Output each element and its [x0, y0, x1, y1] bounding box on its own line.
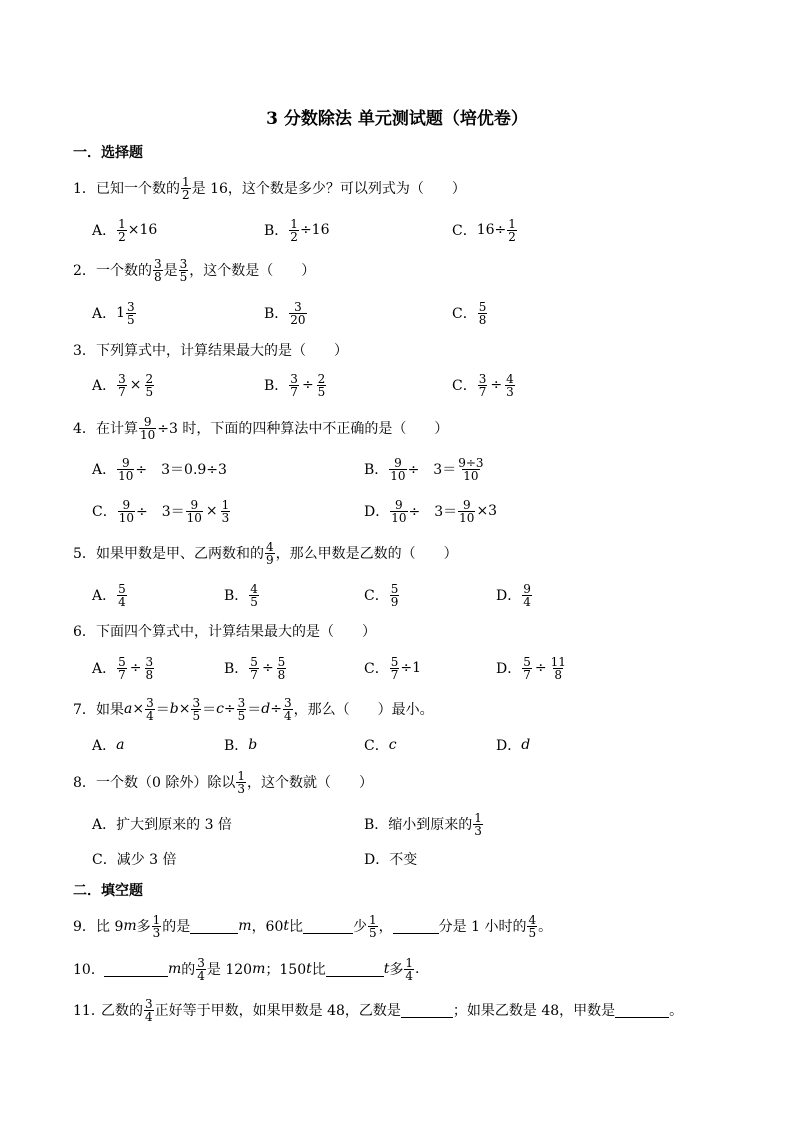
option-d[interactable]: D． 不变: [364, 852, 418, 868]
option-b[interactable]: B． $\frac{3}{7}$ ÷ $\frac{2}{5}$: [264, 371, 326, 399]
option-d[interactable]: D． $\frac{5}{7}$ ÷ $\frac{11}{8}$: [496, 654, 566, 682]
question-number: 4．: [73, 421, 96, 437]
fraction: $\frac{9}{10}$: [118, 455, 134, 483]
fraction: $\frac{9}{10}$: [459, 497, 475, 525]
fraction: $\frac{1}{2}$: [118, 216, 126, 244]
question-stem: m 的 $\frac{3}{4}$ 是 120 m ；150 t 比 t 多 $\frac{1}{4}$ .: [104, 957, 419, 981]
option-a[interactable]: A． a: [92, 737, 125, 754]
question-stem: 一个数的 $\frac{3}{8}$ 是 $\frac{3}{5}$ ，这个数是（ ）: [96, 256, 316, 284]
answer-blank[interactable]: [615, 1003, 669, 1018]
fraction: $\frac{3}{5}$: [237, 695, 246, 723]
fraction: $\frac{9}{10}$: [391, 497, 407, 525]
question-stem: 如果甲数是甲、乙两数和的 $\frac{4}{9}$ ，那么甲数是乙数的（ ）: [96, 539, 458, 567]
fraction: $\frac{3}{20}$: [290, 299, 306, 327]
question-number: 2．: [73, 263, 96, 279]
fraction: $\frac{9}{10}$: [118, 497, 134, 525]
option-d[interactable]: D． $\frac{9}{4}$: [496, 581, 531, 609]
option-c[interactable]: C． $\frac{3}{7}$ ÷ $\frac{4}{3}$: [452, 371, 514, 399]
fraction: $\frac{9\div 3}{10}$: [458, 455, 484, 483]
question-stem: 乙数的 $\frac{3}{4}$ 正好等于甲数，如果甲数是 48，乙数是 ；如果乙数是 48，甲数是 。: [101, 996, 684, 1024]
fraction: $\frac{5}{8}$: [478, 299, 487, 327]
question-number: 10．: [73, 962, 105, 978]
option-c[interactable]: C． $\frac{5}{9}$: [364, 581, 399, 609]
answer-blank[interactable]: [190, 919, 238, 934]
fraction: $\frac{5}{4}$: [118, 581, 126, 609]
question-stem: 下列算式中，计算结果最大的是（ ）: [96, 343, 348, 359]
fraction: $\frac{3}{4}$: [146, 695, 154, 723]
option-a[interactable]: A． $\frac{1}{2}$ ×16: [92, 216, 158, 244]
fraction: $\frac{4}{9}$: [266, 539, 274, 567]
option-b[interactable]: B． $\frac{3}{20}$: [264, 299, 306, 327]
option-a[interactable]: A． $\frac{3}{7}$ × $\frac{2}{5}$: [92, 371, 154, 399]
fraction: $\frac{1}{3}$: [474, 810, 482, 838]
question-stem: 在计算 $\frac{9}{10}$ ÷3 时，下面的四种算法中不正确的是（ ）: [96, 414, 449, 442]
fraction: $\frac{11}{8}$: [550, 654, 566, 682]
section-heading-fill: 二．填空题: [73, 883, 143, 899]
fraction: $\frac{3}{7}$: [290, 371, 298, 399]
fraction: $\frac{1}{3}$: [152, 912, 161, 940]
fraction: $\frac{1}{5}$: [369, 912, 377, 940]
fraction: $\frac{9}{10}$: [390, 455, 406, 483]
fraction: $\frac{3}{4}$: [145, 996, 153, 1024]
fraction: $\frac{4}{5}$: [250, 581, 258, 609]
fraction: $\frac{3}{4}$: [197, 955, 205, 983]
option-a[interactable]: A． $\frac{5}{4}$: [92, 581, 126, 609]
question-stem: 一个数（0 除外）除以 $\frac{1}{3}$ ，这个数就（ ）: [96, 768, 373, 796]
answer-blank[interactable]: [104, 962, 168, 977]
option-b[interactable]: B． b: [224, 737, 258, 754]
option-c[interactable]: C． $\frac{5}{8}$: [452, 299, 487, 327]
option-c[interactable]: C． $\frac{5}{7}$ ÷1: [364, 654, 421, 682]
option-b[interactable]: B． $\frac{5}{7}$ ÷ $\frac{5}{8}$: [224, 654, 286, 682]
fraction: $\frac{5}{7}$: [390, 654, 399, 682]
option-a[interactable]: A． 扩大到原来的 3 倍: [92, 817, 232, 833]
fraction: $\frac{9}{10}$: [140, 414, 156, 442]
question-stem: 下面四个算式中，计算结果最大的是（ ）: [96, 624, 376, 640]
fraction: $\frac{9}{10}$: [186, 497, 202, 525]
question-stem: 如果 a × $\frac{3}{4}$ ＝ b × $\frac{3}{5}$ ＝ c ÷ $\frac{3}{5}$ ＝ d ÷ $\frac{3}{4}$ ，那么（ ）最小。: [96, 695, 434, 723]
fraction: $\frac{3}{7}$: [118, 371, 126, 399]
fraction: $\frac{1}{2}$: [290, 216, 298, 244]
question-number: 11．: [73, 1003, 105, 1019]
option-b[interactable]: B． $\frac{9}{10}$ ÷ 3＝ $\frac{9\div 3}{10}$: [364, 455, 484, 483]
fraction: $\frac{1}{4}$: [405, 955, 414, 983]
fraction: $\frac{3}{4}$: [284, 695, 292, 723]
fraction: $\frac{9}{4}$: [523, 581, 531, 609]
question-number: 6．: [73, 624, 96, 640]
answer-blank[interactable]: [393, 919, 439, 934]
question-number: 7．: [73, 702, 96, 718]
option-b[interactable]: B． $\frac{1}{2}$ ÷16: [264, 216, 330, 244]
fraction: $\frac{3}{5}$: [127, 299, 135, 327]
answer-blank[interactable]: [401, 1003, 453, 1018]
question-number: 1．: [73, 181, 96, 197]
option-d[interactable]: D． d: [496, 737, 531, 754]
fraction: $\frac{5}{9}$: [390, 581, 399, 609]
fraction: $\frac{1}{3}$: [221, 497, 230, 525]
fraction: $\frac{5}{7}$: [523, 654, 531, 682]
option-c[interactable]: C． 16÷ $\frac{1}{2}$: [452, 216, 516, 244]
option-b[interactable]: B． $\frac{4}{5}$: [224, 581, 258, 609]
option-c[interactable]: C． 减少 3 倍: [92, 852, 177, 868]
page-title: 3 分数除法 单元测试题（培优卷）: [266, 109, 528, 129]
option-c[interactable]: C． c: [364, 737, 397, 754]
fraction: $\frac{3}{8}$: [145, 654, 154, 682]
fraction: $\frac{1}{3}$: [237, 768, 245, 796]
question-stem: 比 9 m 多 $\frac{1}{3}$ 的是 m ，60 t 比 少 $\frac{1}{5}$ ， 分是 1 小时的 $\frac{4}{5}$ 。: [96, 912, 553, 940]
fraction: $\frac{1}{2}$: [182, 174, 190, 202]
option-b[interactable]: B． 缩小到原来的 $\frac{1}{3}$: [364, 810, 482, 838]
fraction: $\frac{5}{8}$: [277, 654, 286, 682]
fraction: $\frac{4}{5}$: [528, 912, 537, 940]
fraction: $\frac{2}{5}$: [145, 371, 154, 399]
fraction: $\frac{4}{3}$: [506, 371, 514, 399]
question-number: 8．: [73, 775, 96, 791]
question-number: 3．: [73, 343, 96, 359]
question-number: 5．: [73, 546, 96, 562]
fraction: $\frac{2}{5}$: [317, 371, 326, 399]
option-d[interactable]: D． $\frac{9}{10}$ ÷ 3＝ $\frac{9}{10}$ ×3: [364, 497, 498, 525]
fraction: $\frac{3}{5}$: [179, 256, 188, 284]
fraction: $\frac{3}{5}$: [192, 695, 201, 723]
section-heading-choice: 一．选择题: [73, 145, 143, 161]
answer-blank[interactable]: [303, 919, 353, 934]
question-stem: 已知一个数的 $\frac{1}{2}$ 是 16，这个数是多少？可以列式为（ ）: [96, 174, 466, 202]
option-a[interactable]: A． $\frac{5}{7}$ ÷ $\frac{3}{8}$: [92, 654, 154, 682]
fraction: $\frac{3}{7}$: [478, 371, 487, 399]
fraction: $\frac{5}{7}$: [250, 654, 258, 682]
question-number: 9．: [73, 919, 96, 935]
option-a[interactable]: A． 1 $\frac{3}{5}$: [92, 299, 135, 327]
answer-blank[interactable]: [326, 962, 384, 977]
fraction: $\frac{3}{8}$: [154, 256, 162, 284]
fraction: $\frac{5}{7}$: [118, 654, 126, 682]
option-c[interactable]: C． $\frac{9}{10}$ ÷ 3＝ $\frac{9}{10}$ × $\frac{1}{3}$: [92, 497, 230, 525]
option-a[interactable]: A． $\frac{9}{10}$ ÷ 3＝0.9÷3: [92, 455, 227, 483]
fraction: $\frac{1}{2}$: [508, 216, 516, 244]
